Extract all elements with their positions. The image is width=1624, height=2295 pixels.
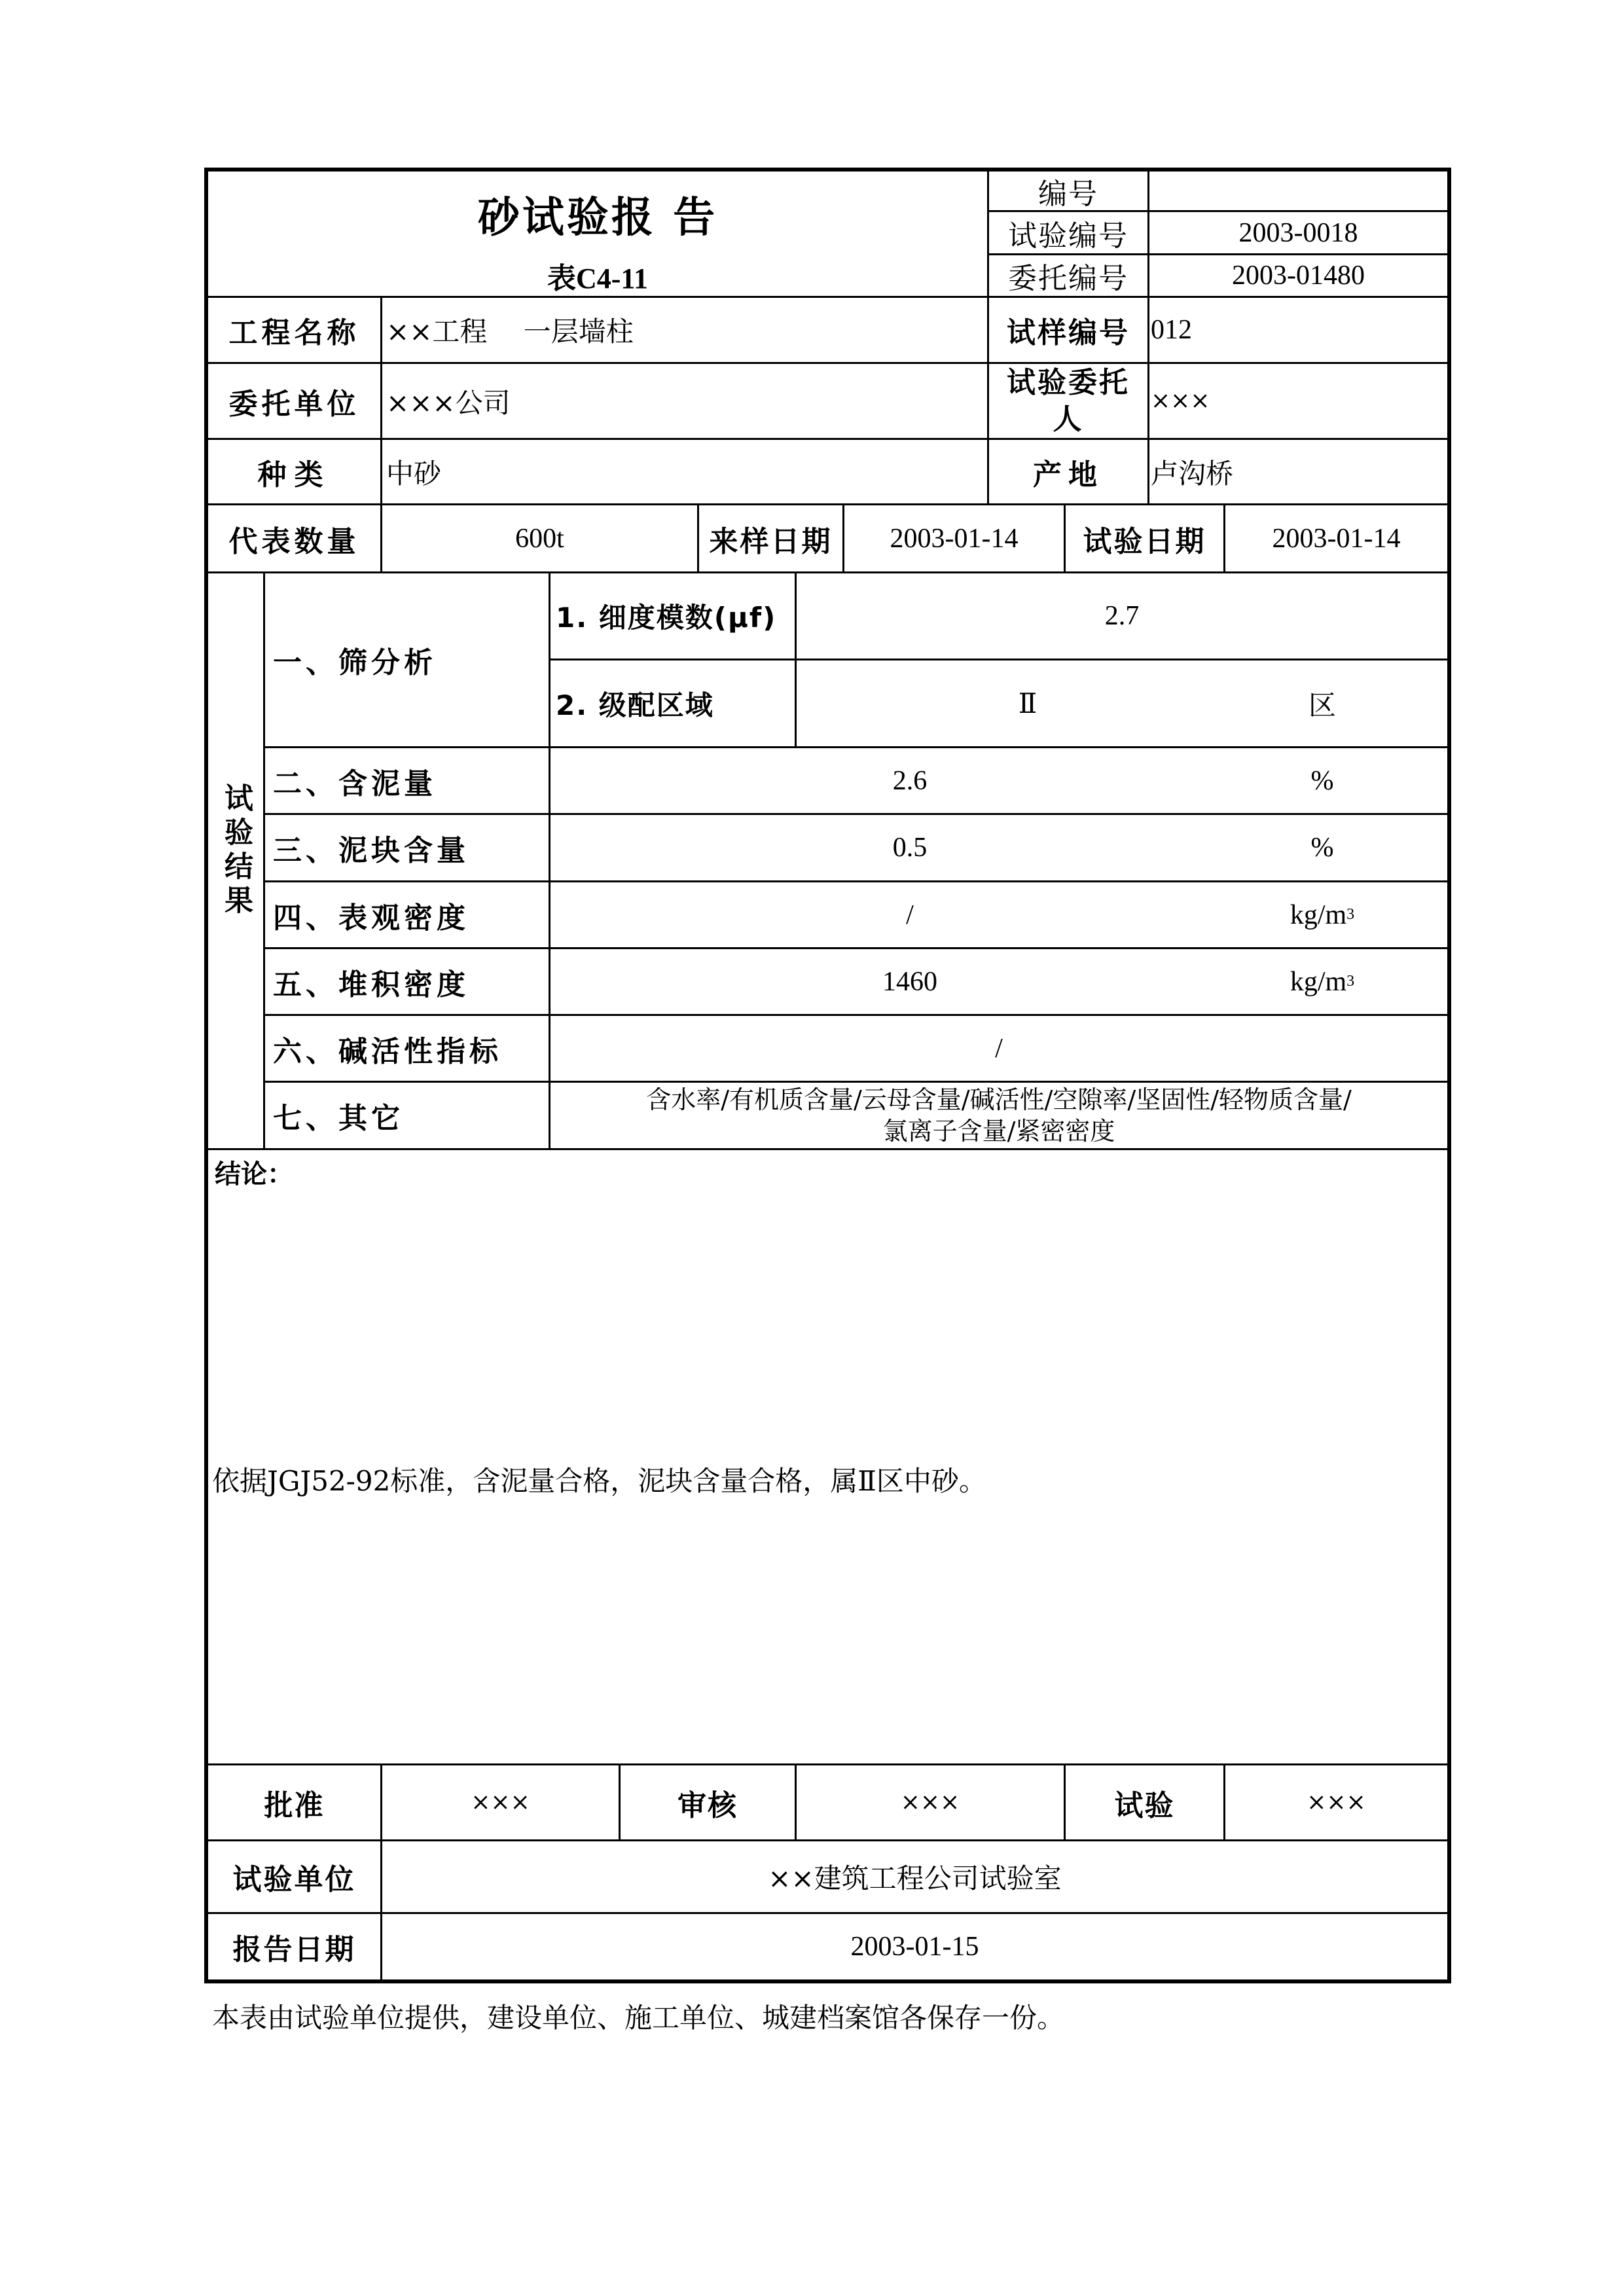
footer-note: 本表由试验单位提供，建设单位、施工单位、城建档案馆各保存一份。: [212, 2002, 1065, 2034]
entrust-no-value[interactable]: 2003-01480: [1232, 261, 1365, 291]
grading-value[interactable]: Ⅱ: [1018, 689, 1038, 719]
mud-content-unit: %: [1310, 765, 1334, 796]
apparent-density-label: 四、表观密度: [273, 901, 469, 935]
test-no-value[interactable]: 2003-0018: [1238, 217, 1358, 248]
approve-label: 批准: [264, 1788, 325, 1822]
test-date-value[interactable]: 2003-01-14: [1272, 523, 1401, 554]
entrust-person-value[interactable]: ×××: [1151, 388, 1210, 414]
approve-value[interactable]: ×××: [471, 1789, 530, 1816]
project-name-value[interactable]: ××工程 一层墙柱: [386, 316, 634, 348]
alkali-activity-value[interactable]: /: [995, 1033, 1003, 1064]
sampling-date-label: 来样日期: [709, 524, 833, 558]
type-value[interactable]: 中砂: [386, 457, 442, 490]
bianhao-value[interactable]: [1149, 172, 1447, 210]
client-value[interactable]: ×××公司: [386, 386, 511, 419]
bulk-density-label: 五、堆积密度: [273, 967, 469, 1002]
bulk-unit-sup: 3: [1346, 973, 1355, 990]
grading-unit: 区: [1308, 691, 1336, 721]
test-lab-label: 试验单位: [232, 1863, 356, 1896]
grading-label: 2. 级配区域: [556, 689, 714, 721]
clay-lump-unit: %: [1310, 833, 1334, 863]
project-name-label: 工程名称: [228, 316, 360, 350]
other-label: 七、其它: [273, 1102, 404, 1135]
other-value-line1: 含水率/有机质含量/云母含量/碱活性/空隙率/坚固性/轻物质含量/: [646, 1085, 1352, 1114]
review-value[interactable]: ×××: [900, 1789, 960, 1816]
clay-lump-value[interactable]: 0.5: [892, 833, 928, 863]
apparent-density-value[interactable]: /: [906, 899, 914, 930]
origin-value[interactable]: 卢沟桥: [1151, 457, 1234, 490]
tester-value[interactable]: ×××: [1307, 1789, 1366, 1816]
sieve-analysis-label: 一、筛分析: [273, 646, 437, 679]
sample-no-label: 试样编号: [1007, 316, 1130, 350]
outer-border-right: [1447, 168, 1451, 1983]
entrust-no-label: 委托编号: [1008, 262, 1128, 295]
mud-content-value[interactable]: 2.6: [892, 765, 928, 796]
sample-no-value[interactable]: 012: [1151, 315, 1192, 345]
grid-line: [206, 1148, 1449, 1150]
outer-border-bottom: [204, 1979, 1451, 1983]
conclusion-text[interactable]: 依据JGJ52-92标准，含泥量合格，泥块含量合格，属Ⅱ区中砂。: [212, 1465, 986, 1497]
report-title: 砂试验报 告: [477, 194, 718, 242]
apparent-density-unit: [1263, 882, 1381, 947]
other-value-line2: 氯离子含量/紧密密度: [882, 1117, 1115, 1146]
type-label: 种类: [257, 458, 331, 492]
test-no-label: 试验编号: [1008, 219, 1128, 253]
other-value[interactable]: [550, 1083, 1447, 1148]
apparent-unit-sup: 3: [1346, 906, 1355, 923]
conclusion-label: 结论：: [215, 1159, 293, 1189]
report-date-value[interactable]: 2003-01-15: [850, 1932, 979, 1962]
report-date-label: 报告日期: [232, 1933, 356, 1966]
quantity-label: 代表数量: [228, 524, 360, 558]
results-section-label: 试验结果: [219, 783, 253, 919]
fineness-value[interactable]: 2.7: [1104, 601, 1140, 631]
entrust-person-label: 试验委托人: [1007, 365, 1130, 436]
client-label: 委托单位: [228, 387, 360, 421]
quantity-value[interactable]: 600t: [515, 523, 564, 554]
review-label: 审核: [677, 1788, 738, 1822]
clay-lump-label: 三、泥块含量: [273, 834, 469, 867]
form-number: 表C4-11: [547, 262, 648, 295]
sampling-date-value[interactable]: 2003-01-14: [890, 523, 1019, 554]
test-lab-value[interactable]: ××建筑工程公司试验室: [768, 1862, 1062, 1894]
mud-content-label: 二、含泥量: [273, 767, 437, 801]
bianhao-label: 编号: [1038, 177, 1098, 210]
tester-label: 试验: [1114, 1788, 1175, 1822]
bulk-density-value[interactable]: 1460: [882, 966, 937, 997]
alkali-activity-label: 六、碱活性指标: [273, 1034, 502, 1068]
fineness-label: 1. 细度模数(μf): [556, 602, 777, 634]
origin-label: 产地: [1033, 458, 1104, 492]
test-date-label: 试验日期: [1083, 524, 1206, 558]
bulk-unit-text: kg/m: [1290, 966, 1347, 997]
apparent-unit-text: kg/m: [1290, 899, 1347, 930]
bulk-density-unit: [1263, 949, 1381, 1014]
